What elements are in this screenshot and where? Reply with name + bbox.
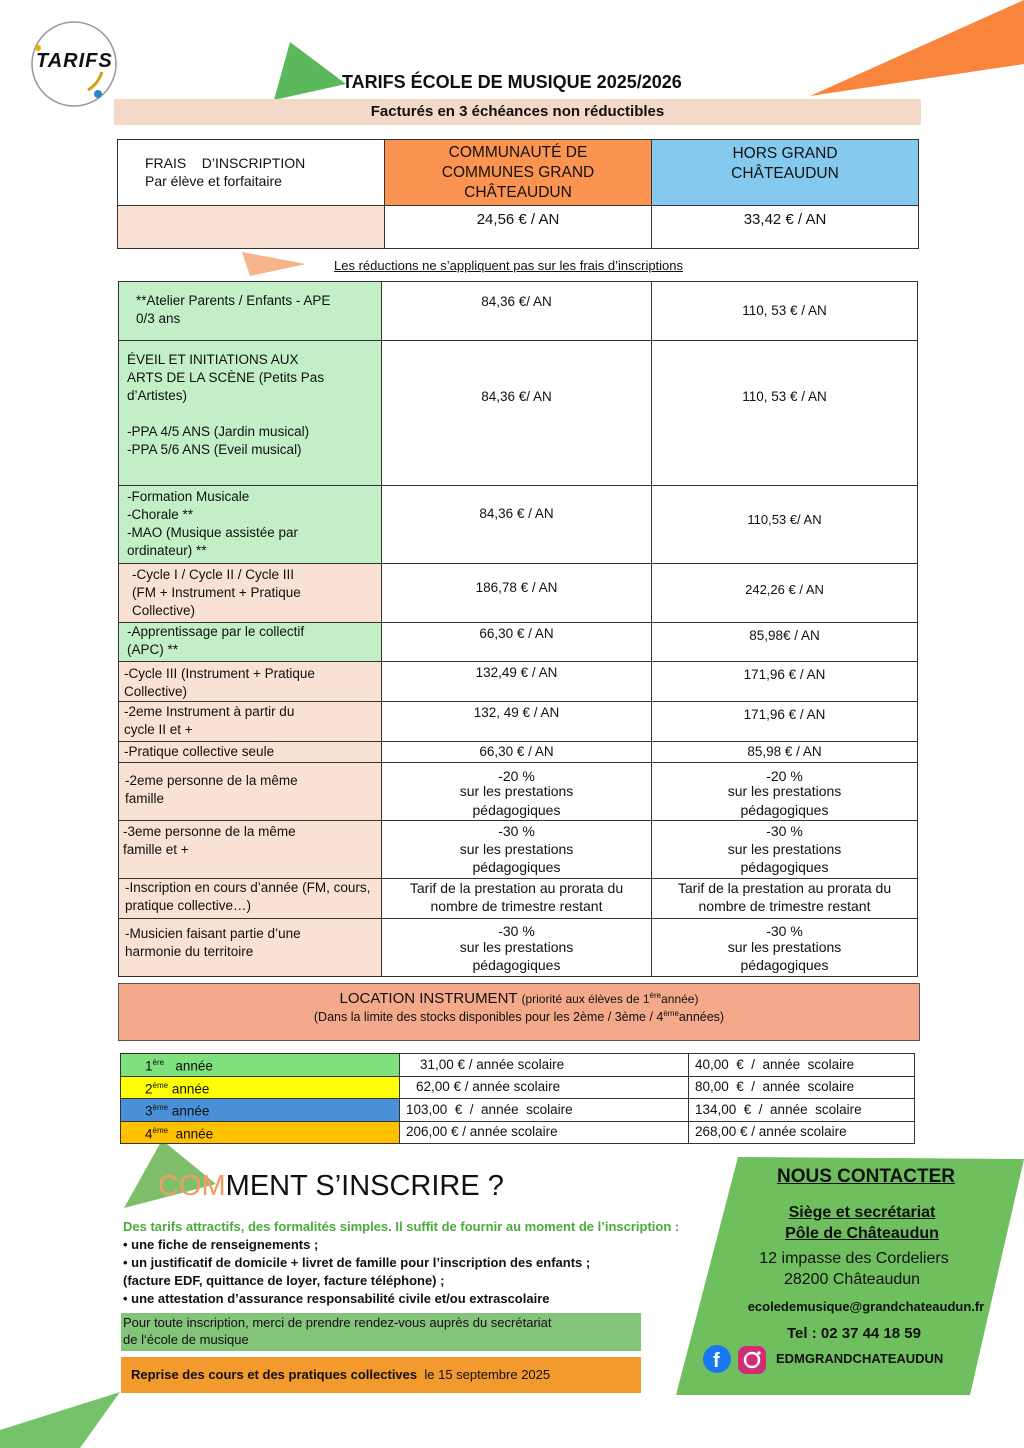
rdv-line1: Pour toute inscription, merci de prendre rendez-vous auprès du secrétariat [123,1315,552,1330]
row-ape-c1-text: 84,36 €/ AN [481,294,552,309]
year-4-label [121,1121,400,1144]
row-cycle3-c2 [652,662,918,702]
contact-email[interactable]: ecoledemusique@grandchateaudun.fr [747,1299,985,1314]
row-apc-c2 [652,623,918,662]
row-3personne-label-text: -3eme personne de la même famille et + [123,824,296,857]
inscription-bullet-3: • une attestation d’assurance responsabilité civile et/ou extrascolaire [123,1291,550,1306]
reprise-date: le 15 septembre 2025 [424,1367,551,1382]
year-2-num: 2 [145,1081,153,1096]
registration-label-cell [118,140,385,206]
location-priority-sup: ère [649,991,662,1000]
row-ape-c2 [652,282,918,341]
row-cycle-c2 [652,564,918,623]
year-2-label [121,1076,400,1099]
row-2personne-c1-line2: sur les prestations [459,783,574,799]
row-harmonie-c2 [652,919,918,977]
page-subtitle: Facturés en 3 échéances non réductibles [114,99,921,125]
row-cycle3-c1 [382,662,652,702]
registration-label-line2: Par élève et forfaitaire [145,173,282,189]
row-3personne-c1-line3: pédagogiques [472,859,561,875]
location-years-table [120,1053,915,1144]
row-harmonie-c1-line3: pédagogiques [472,957,561,973]
row-eveil-c2-text: 110, 53 € / AN [742,389,827,404]
registration-fees-table [117,139,919,249]
row-3personne-c1-line2: sur les prestations [459,841,574,857]
row-3personne-c2-line3: pédagogiques [740,859,829,875]
contact-address2: 28200 Châteaudun [783,1271,921,1288]
row-fm-c1 [382,486,652,564]
row-ape-c1 [382,282,652,341]
row-harmonie-c1-line2: sur les prestations [459,939,574,955]
row-cycle3-label-text: -Cycle III (Instrument + Pratique Collective) [124,666,315,699]
row-2personne-c2-line2: sur les prestations [727,783,842,799]
row-harmonie-c2-line2: sur les prestations [727,939,842,955]
row-apc-c2-text: 85,98€ / AN [749,628,820,643]
row-ape-c2-text: 110, 53 € / AN [742,303,827,318]
reprise-bold: Reprise des cours et des pratiques collectives [131,1367,418,1382]
row-2instrument-label [119,702,382,742]
row-cycle-c2-text: 242,26 € / AN [745,582,824,597]
row-encours-c2 [652,879,918,919]
row-cycle3-label [119,662,382,702]
year-1-sup: ère [152,1058,165,1067]
row-apc-label-text: -Apprentissage par le collectif (APC) ** [127,624,305,657]
row-harmonie-c1-pct: -30 % [498,923,535,939]
row-2instrument-label-text: -2eme Instrument à partir du cycle II et + [124,704,295,737]
row-2personne-label [119,763,382,821]
year-3-label [121,1099,400,1122]
row-eveil-label-text: ÉVEIL ET INITIATIONS AUX ARTS DE LA SCÈNE (Petits Pas d’Artistes) [127,352,325,403]
inscription-bullets [123,1236,683,1308]
facebook-icon[interactable] [702,1344,732,1374]
row-fm-c2 [652,486,918,564]
row-pratique-c1-text: 66,30 € / AN [479,744,554,759]
row-2personne-c1 [382,763,652,821]
row-pratique-c2 [652,742,918,763]
row-eveil-label-ppa45: -PPA 4/5 ANS (Jardin musical) [127,424,310,439]
year-4-word: année [175,1126,214,1141]
decor-orange-triangle-top-right [810,0,1024,98]
row-encours-label [119,879,382,919]
row-3personne-c2-line2: sur les prestations [727,841,842,857]
row-cycle-c1 [382,564,652,623]
reprise-box [121,1357,641,1393]
year-3-c1: 103,00 € / année scolaire [400,1099,689,1122]
row-cycle3-c2-text: 171,96 € / AN [743,667,826,682]
row-pratique-label [119,742,382,763]
row-eveil-c1 [382,341,652,486]
registration-value-communaute [385,206,652,249]
year-3-sup: ème [152,1103,169,1112]
year-4-num: 4 [145,1126,153,1141]
instagram-icon[interactable] [737,1345,767,1375]
logo [28,18,120,110]
row-fm-label [119,486,382,564]
inscription-title-rest: MENT S’INSCRIRE ? [225,1170,504,1202]
col-header-communaute [385,140,652,206]
row-harmonie-c1 [382,919,652,977]
row-encours-c1 [382,879,652,919]
inscription-title-colored: COM [158,1170,226,1202]
row-cycle-label-text: -Cycle I / Cycle II / Cycle III (FM + Instrument + Pratique Collective) [132,567,301,618]
decor-green-triangle-top [270,38,350,102]
year-3-c2: 134,00 € / année scolaire [689,1099,915,1122]
row-3personne-c1 [382,821,652,879]
year-3-num: 3 [145,1103,153,1119]
row-harmonie-label-text: -Musicien faisant partie d’une harmonie du territoire [125,926,301,959]
year-2-c2: 80,00 € / année scolaire [689,1076,915,1099]
decor-peach-arrow [242,250,308,278]
location-instrument-box [118,983,920,1041]
year-1-num: 1 [145,1058,153,1074]
decor-green-triangle-bottom [0,1390,122,1448]
year-2-word: année [171,1081,210,1096]
row-mao-label-text: -MAO (Musique assistée par ordinateur) ** [127,525,299,558]
registration-value-communaute-text: 24,56 € / AN [476,211,560,228]
location-limit-b: années) [678,1010,725,1025]
row-2personne-c2 [652,763,918,821]
contact-address1: 12 impasse des Cordeliers [759,1250,949,1267]
row-harmonie-label [119,919,382,977]
row-2personne-c1-pct: -20 % [498,768,535,784]
contact-pole: Pôle de Châteaudun [785,1225,939,1242]
location-title: LOCATION INSTRUMENT [339,990,518,1007]
row-harmonie-c2-pct: -30 % [766,923,803,939]
year-2-sup: ème [152,1080,169,1090]
row-pratique-c2-text: 85,98 € / AN [747,744,822,759]
row-2personne-c1-line3: pédagogiques [472,802,561,818]
location-priority-b: année) [661,992,699,1006]
row-eveil-c1-text: 84,36 €/ AN [481,389,552,404]
page-title: TARIFS ÉCOLE DE MUSIQUE 2025/2026 [342,72,682,92]
row-2instrument-c2-text: 171,96 € / AN [743,707,826,722]
row-fm-c2-text: 110,53 €/ AN [747,512,822,527]
year-3-word: année [171,1103,210,1119]
rdv-line2: de l‘école de musique [123,1332,249,1347]
row-2instrument-c1 [382,702,652,742]
row-ape-label-text: **Atelier Parents / Enfants - APE 0/3 ans [136,293,331,326]
row-2instrument-c2 [652,702,918,742]
inscription-bullet-2: • un justificatif de domicile + livret de famille pour l’inscription des enfants ; [123,1255,591,1270]
row-3personne-label [119,821,382,879]
row-3personne-c2 [652,821,918,879]
year-1-c1: 31,00 € / année scolaire [400,1054,689,1077]
row-2personne-label-text: -2eme personne de la même famille [125,773,298,806]
year-1-c2: 40,00 € / année scolaire [689,1054,915,1077]
row-3personne-c2-pct: -30 % [766,823,803,839]
row-eveil-label-ppa56: -PPA 5/6 ANS (Eveil musical) [127,442,302,457]
row-pratique-label-text: -Pratique collective seule [124,744,275,759]
location-limit-sup: ème [663,1009,679,1018]
logo-text: TARIFS [36,50,113,72]
row-eveil-c2 [652,341,918,486]
row-2instrument-c1-text: 132, 49 € / AN [473,705,560,720]
row-2personne-c2-line3: pédagogiques [740,802,829,818]
col-header-communaute-text: COMMUNAUTÉ DE COMMUNES GRAND CHÂTEAUDUN [441,143,595,201]
prices-table [118,281,918,977]
contact-phone[interactable]: Tel : 02 37 44 18 59 [787,1325,921,1342]
row-3personne-c1-pct: -30 % [498,823,535,839]
year-4-sup: ème [152,1125,169,1135]
row-fm-c1-text: 84,36 € / AN [479,506,554,521]
row-harmonie-c2-line3: pédagogiques [740,957,829,973]
registration-value-hors-text: 33,42 € / AN [743,211,827,228]
row-encours-c1-line1: Tarif de la prestation au prorata du [409,880,624,896]
contact-social[interactable]: EDMGRANDCHATEAUDUN [776,1351,944,1366]
row-ape-label [119,282,382,341]
location-limit-a: (Dans la limite des stocks disponibles pour les 2ème / 3ème / 4 [313,1010,664,1025]
contact-siege: Siège et secrétariat [788,1204,936,1221]
rdv-box [121,1313,641,1351]
inscription-bullet-1: • une fiche de renseignements ; [123,1237,319,1252]
inscription-intro: Des tarifs attractifs, des formalités simples. Il suffit de fournir au moment de l’inscription : [123,1219,680,1234]
registration-label-line1: FRAIS D’INSCRIPTION [145,155,306,171]
year-1-label [121,1054,400,1077]
row-encours-c2-line2: nombre de trimestre restant [698,898,871,914]
location-priority-a: (priorité aux élèves de 1 [521,992,650,1006]
row-chorale-label-text: -Chorale ** [127,507,194,522]
year-2-c1: 62,00 € / année scolaire [400,1076,689,1099]
row-cycle-c1-text: 186,78 € / AN [475,580,558,595]
row-cycle-label [119,564,382,623]
row-apc-c1-text: 66,30 € / AN [479,626,554,641]
contact-block [676,1157,1024,1395]
row-encours-c1-line2: nombre de trimestre restant [430,898,603,914]
col-header-hors [652,140,919,206]
col-header-hors-text: HORS GRAND CHÂTEAUDUN [731,145,839,182]
row-fm-label-text: -Formation Musicale [127,489,250,504]
row-apc-label [119,623,382,662]
row-cycle3-c1-text: 132,49 € / AN [475,665,558,680]
year-4-c2: 268,00 € / année scolaire [689,1121,915,1144]
row-pratique-c1 [382,742,652,763]
row-apc-c1 [382,623,652,662]
inscription-title [158,1170,504,1203]
registration-value-hors [652,206,919,249]
row-encours-label-text: -Inscription en cours d’année (FM, cours, pratique collective…) [125,880,371,913]
svg-text:f: f [713,1350,720,1372]
contact-title: NOUS CONTACTER [776,1166,956,1187]
reductions-note: Les réductions ne s’appliquent pas sur les frais d’inscriptions [334,258,684,273]
row-encours-c2-line1: Tarif de la prestation au prorata du [677,880,892,896]
year-4-c1: 206,00 € / année scolaire [400,1121,689,1144]
inscription-bullet-2-detail: (facture EDF, quittance de loyer, facture téléphone) ; [123,1273,445,1288]
year-1-word: année [175,1058,213,1074]
registration-empty-cell [118,206,385,249]
row-eveil-label [119,341,382,486]
row-2personne-c2-pct: -20 % [766,768,803,784]
